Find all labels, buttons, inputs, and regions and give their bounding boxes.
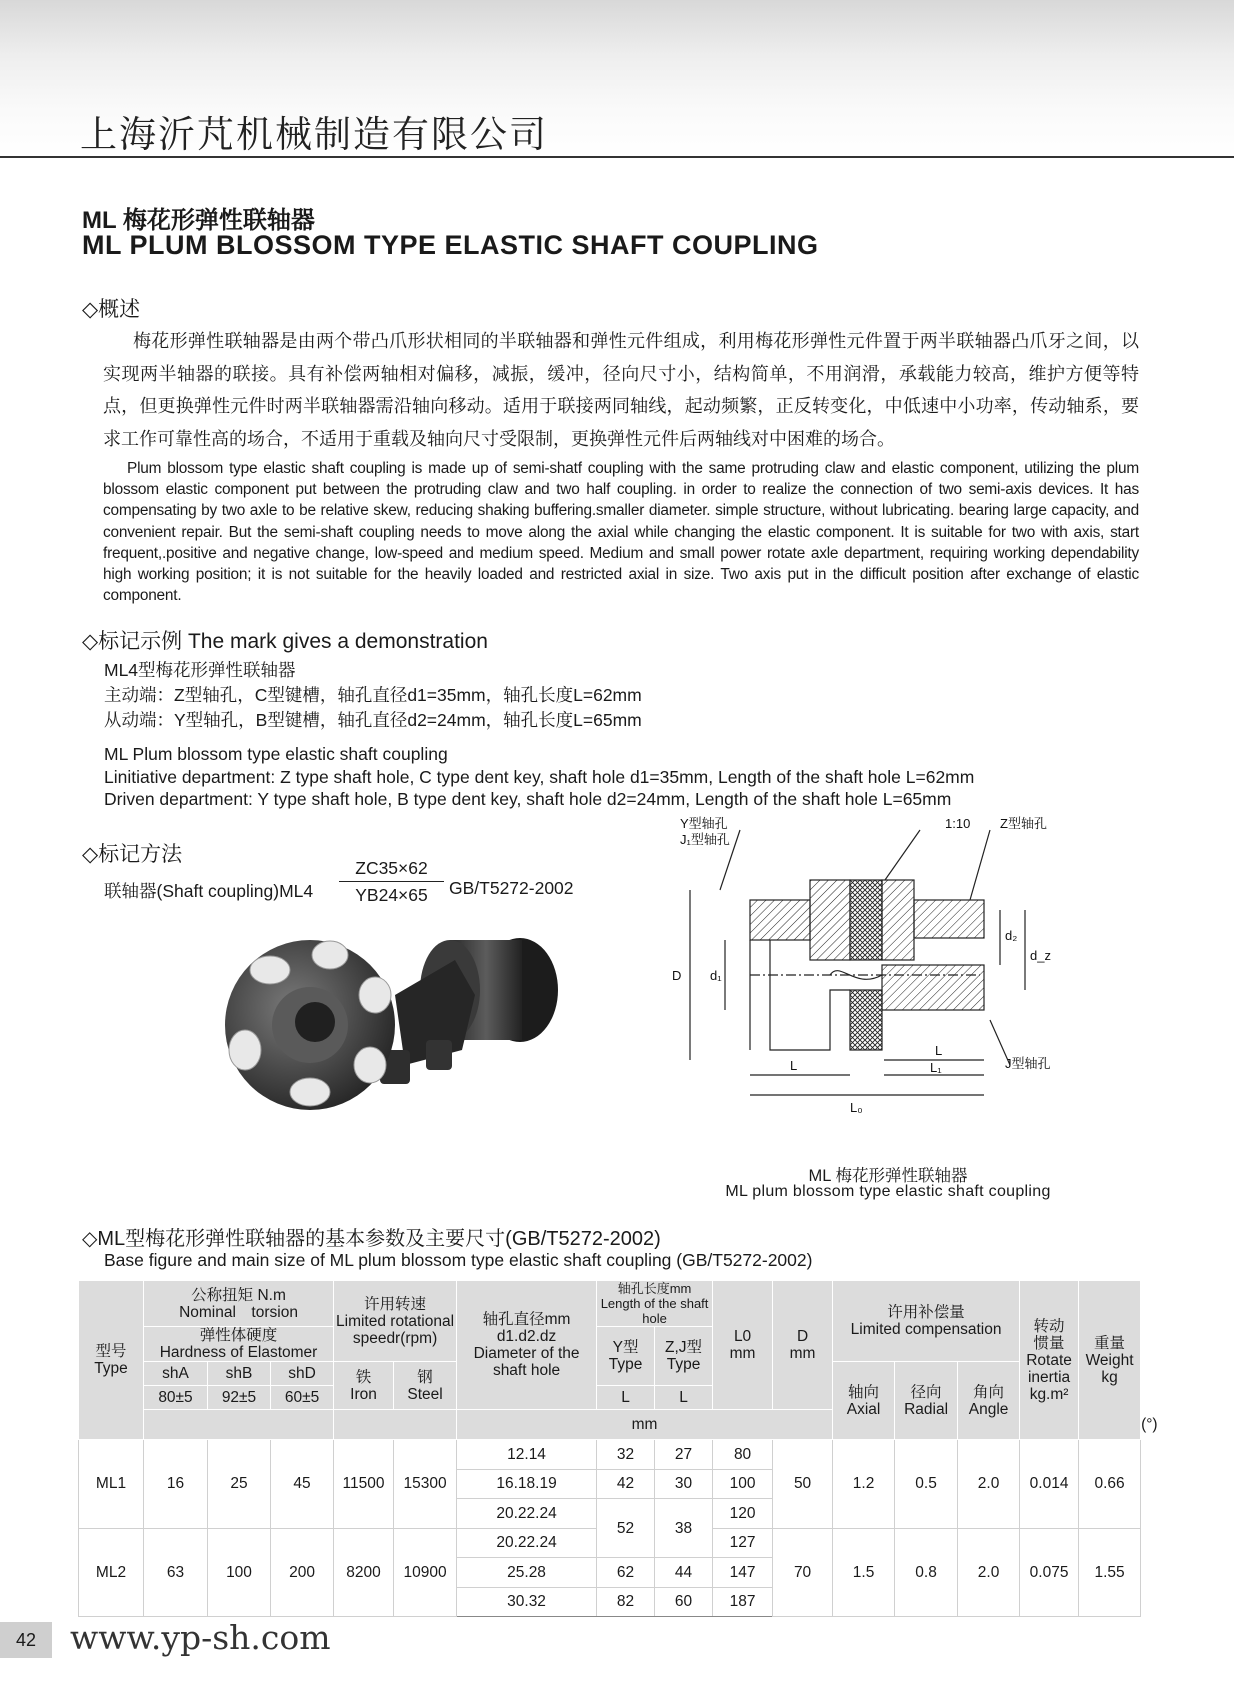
th-torque: 公称扭矩 N.m Nominal torsion [144, 1281, 334, 1327]
cell-y-len: 62 [597, 1558, 655, 1588]
label-y-hole: Y型轴孔 [680, 816, 728, 831]
cell-zj-len: 27 [655, 1440, 713, 1470]
overview-cn [103, 325, 1139, 455]
label-d2: d₂ [1005, 928, 1018, 943]
th-shB: shB [208, 1362, 271, 1386]
formula-denominator: YB24×65 [355, 885, 428, 905]
th-iron: 铁 Iron [334, 1362, 394, 1410]
cell-D: 50 [773, 1440, 833, 1529]
label-L-left: L [790, 1058, 798, 1073]
cell-angle: 2.0 [958, 1440, 1020, 1529]
title-en: ML PLUM BLOSSOM TYPE ELASTIC SHAFT COUPLING [82, 230, 819, 260]
title-cn: ML 梅花形弹性联轴器 [82, 207, 315, 234]
label-L1: L₁ [930, 1060, 942, 1075]
formula-fraction [339, 858, 444, 906]
section-drawing [672, 816, 1100, 1115]
mark-method-heading: ◇标记方法 [82, 843, 183, 866]
th-type: 型号 Type [79, 1281, 144, 1440]
formula-prefix: 联轴器(Shaft coupling)ML4 [104, 881, 314, 901]
table-title-en: Base figure and main size of ML plum blossom type elastic shaft coupling (GB/T5272-2002) [104, 1250, 813, 1270]
cell-steel: 15300 [394, 1440, 457, 1529]
th-blank-hardness [144, 1410, 334, 1440]
mark-example-en [104, 743, 974, 811]
cell-shD: 45 [271, 1440, 334, 1529]
th-mm: mm [457, 1410, 833, 1440]
cell-bore: 12.14 [457, 1440, 597, 1470]
cell-iron: 11500 [334, 1440, 394, 1529]
mark-en-line: Linitiative department: Z type shaft hole, C type dent key, shaft hole d1=35mm, Length of the shaft hole L=62mm [104, 766, 975, 787]
cell-l0: 120 [713, 1499, 773, 1529]
drawing-caption-en: ML plum blossom type elastic shaft coupling [725, 1183, 1051, 1200]
cell-l0: 147 [713, 1558, 773, 1588]
th-blank-speed [334, 1410, 457, 1440]
cell-type: ML1 [79, 1440, 144, 1529]
cell-y-len: 32 [597, 1440, 655, 1470]
mark-en-line: Driven department: Y type shaft hole, B type dent key, shaft hole d2=24mm, Length of the shaft hole L=65mm [104, 789, 952, 809]
th-D: D mm [773, 1281, 833, 1410]
th-bore: 轴孔直径mm d1.d2.dz Diameter of the shaft hole [457, 1281, 597, 1410]
overview-en [103, 458, 1139, 606]
label-dz: d_z [1030, 948, 1051, 963]
label-D: D [672, 968, 682, 983]
th-hardness: 弹性体硬度 Hardness of Elastomer [144, 1327, 334, 1362]
cell-y-len: 42 [597, 1469, 655, 1499]
cell-iron: 8200 [334, 1528, 394, 1617]
overview-heading: ◇概述 [82, 298, 141, 321]
table-row [79, 1440, 1141, 1470]
cell-weight: 1.55 [1079, 1528, 1141, 1617]
th-compensation: 许用补偿量 Limited compensation [833, 1281, 1020, 1362]
page-number: 42 [0, 1622, 52, 1658]
mark-cn-line: ML4型梅花形弹性联轴器 [104, 660, 296, 680]
label-L-right: L [935, 1043, 943, 1058]
table-title-cn: ◇ML型梅花形弹性联轴器的基本参数及主要尺寸(GB/T5272-2002) [82, 1228, 661, 1250]
cell-bore: 30.32 [457, 1587, 597, 1617]
cell-weight: 0.66 [1079, 1440, 1141, 1529]
coupling-photo [200, 900, 620, 1160]
th-L-zj: L [655, 1386, 713, 1410]
cell-type: ML2 [79, 1528, 144, 1617]
th-steel: 钢 Steel [394, 1362, 457, 1410]
mark-cn-line: 从动端：Y型轴孔，B型键槽，轴孔直径d2=24mm，轴孔长度L=65mm [104, 710, 642, 730]
cell-zj-len: 38 [655, 1499, 713, 1558]
header-rule [0, 156, 1234, 158]
cell-y-len: 52 [597, 1499, 655, 1558]
cell-shB: 100 [208, 1528, 271, 1617]
cell-zj-len: 44 [655, 1558, 713, 1588]
cell-radial: 0.5 [895, 1440, 958, 1529]
website-url[interactable]: www.yp-sh.com [70, 1618, 331, 1657]
cell-shD: 200 [271, 1528, 334, 1617]
formula-standard: GB/T5272-2002 [449, 878, 574, 898]
cell-radial: 0.8 [895, 1528, 958, 1617]
overview-en-text: Plum blossom type elastic shaft coupling is made up of semi-shatf coupling with the same protruding claw and elastic component, utilizing the plum blossom elastic component put between the protruding claw and two half coupling. in order to realize the connection of two semi-axis devices. It has compensating by two axle to be relative skew, reducing shaking buffering.smaller diameter. simple structure, without lubricating. bearing large capacity, and convenient repair. But the semi-shaft coupling needs to move along the axial while changing the elastic component. It is suitable for two with axis, start frequent,.positive and negative change, low-speed and medium speed. Medium and small power rotate axle department, requiring working dependability high working position; it is not suitable for the heavily loaded and restricted axial in size. Two axis put in the difficult position after exchange of elastic component. [103, 460, 1139, 605]
cell-l0: 187 [713, 1587, 773, 1617]
cell-zj-len: 30 [655, 1469, 713, 1499]
th-speed: 许用转速 Limited rotational speedr(rpm) [334, 1281, 457, 1362]
cell-D: 70 [773, 1528, 833, 1617]
cell-bore: 20.22.24 [457, 1499, 597, 1529]
cell-l0: 100 [713, 1469, 773, 1499]
formula-numerator: ZC35×62 [339, 858, 444, 882]
mark-cn-line: 主动端：Z型轴孔，C型键槽，轴孔直径d1=35mm，轴孔长度L=62mm [104, 685, 642, 705]
label-L0: L₀ [850, 1100, 863, 1115]
cell-l0: 80 [713, 1440, 773, 1470]
cell-bore: 20.22.24 [457, 1528, 597, 1558]
cell-y-len: 82 [597, 1587, 655, 1617]
label-j-hole: J型轴孔 [1005, 1056, 1051, 1071]
mark-en-line: ML Plum blossom type elastic shaft coupling [104, 744, 448, 764]
drawing-caption-cn: ML 梅花形弹性联轴器 [808, 1167, 968, 1185]
th-inertia: 转动 惯量 Rotate inertia kg.m² [1020, 1281, 1079, 1440]
th-axial: 轴向 Axial [833, 1362, 895, 1440]
th-shB-val: 92±5 [208, 1386, 271, 1410]
cell-steel: 10900 [394, 1528, 457, 1617]
th-zj-type: Z,J型 Type [655, 1327, 713, 1386]
th-L-y: L [597, 1386, 655, 1410]
cell-inertia: 0.075 [1020, 1528, 1079, 1617]
cell-bore: 16.18.19 [457, 1469, 597, 1499]
th-length: 轴孔长度mm Length of the shaft hole [597, 1281, 713, 1327]
cell-shB: 25 [208, 1440, 271, 1529]
th-L0: L0 mm [713, 1281, 773, 1410]
cell-shA: 63 [144, 1528, 208, 1617]
company-name: 上海沂芃机械制造有限公司 [80, 113, 548, 156]
th-shD: shD [271, 1362, 334, 1386]
cell-inertia: 0.014 [1020, 1440, 1079, 1529]
th-y-type: Y型 Type [597, 1327, 655, 1386]
th-shD-val: 60±5 [271, 1386, 334, 1410]
spec-table: 型号 Type 公称扭矩 N.m Nominal torsion 许用转速 Limited rotational speedr(rpm) 轴孔直径mm d1.d2.dz Diameter of the shaft hole 轴孔长度mm Length of the shaft hole L0 mm D mm 许用补偿量 Limited compensation 转动 惯量 Rotate inertia kg.m² 重量 Weight kg 弹性体硬度 Hardness of Elastomer Y型 Type Z,J型 Type shA shB shD 铁 Iron 钢 Steel 轴向 Axial 径向 Radial 角向 Angle 80±5 92±5 60±5 L L mm (°) ML1 16 25 45 11500 15300 12.14 32 27 80 50 1.2 0.5 2.0 0.014 0.66 16.18.19 42 30 100 20.22.24 52 38 120 ML2 63 100 200 8200 10900 20.22.24 127 70 1.5 0.8 2.0 0.075 1.55 25.28 62 44 147 30.32 82 60 187 [78, 1280, 1141, 1617]
cell-zj-len: 60 [655, 1587, 713, 1617]
label-z-hole: Z型轴孔 [1000, 816, 1047, 831]
th-shA: shA [144, 1362, 208, 1386]
th-shA-val: 80±5 [144, 1386, 208, 1410]
cell-angle: 2.0 [958, 1528, 1020, 1617]
label-taper: 1:10 [945, 816, 971, 831]
cell-axial: 1.5 [833, 1528, 895, 1617]
th-weight: 重量 Weight kg [1079, 1281, 1141, 1440]
label-d1: d₁ [710, 968, 722, 983]
cell-axial: 1.2 [833, 1440, 895, 1529]
cell-bore: 25.28 [457, 1558, 597, 1588]
mark-example-cn [104, 658, 642, 733]
overview-cn-text: 梅花形弹性联轴器是由两个带凸爪形状相同的半联轴器和弹性元件组成，利用梅花形弹性元件置于两半联轴器凸爪牙之间，以实现两半轴器的联接。具有补偿两轴相对偏移，减振，缓冲，径向尺寸小，结构简单，不用润滑，承载能力较高，维护方便等特点，但更换弹性元件时两半联轴器需沿轴向移动。适用于联接两同轴线，起动频繁，正反转变化，中低速中小功率，传动轴系，要求工作可靠性高的场合，不适用于重载及轴向尺寸受限制，更换弹性元件后两轴线对中困难的场合。 [103, 331, 1139, 449]
cell-l0: 127 [713, 1528, 773, 1558]
mark-example-heading: ◇标记示例 The mark gives a demonstration [82, 630, 488, 653]
label-j1-hole: J₁型轴孔 [680, 832, 730, 847]
cell-shA: 16 [144, 1440, 208, 1529]
th-radial: 径向 Radial [895, 1362, 958, 1440]
th-angle: 角向 Angle [958, 1362, 1020, 1440]
